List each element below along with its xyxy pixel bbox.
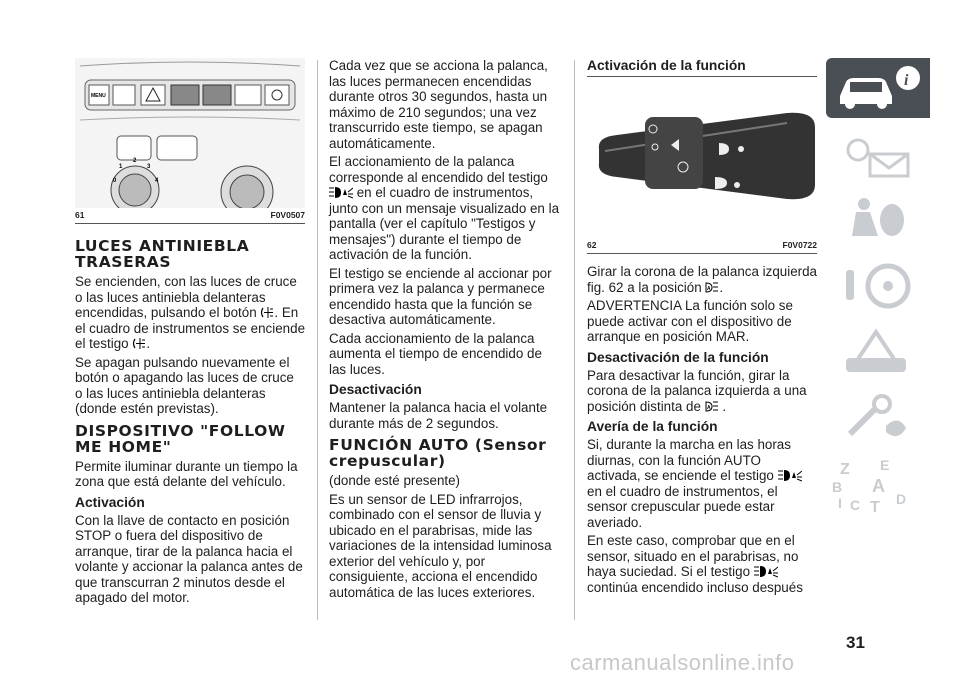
dial-number-4: 4: [155, 178, 159, 184]
index-letter-i: I: [838, 495, 842, 511]
index-letter-c: C: [850, 497, 861, 513]
figure-61-code: F0V0507: [270, 210, 305, 220]
svg-text:i: i: [904, 72, 909, 89]
index-icon: [826, 454, 930, 514]
para-c2-4: Cada accionamiento de la palanca aumenta el tiempo de encendido de las luces.: [329, 330, 542, 377]
watermark: carmanualsonline.info: [570, 650, 795, 675]
airbag-icon: [826, 190, 930, 250]
para-luces-1: Se encienden, con las luces de cruce o las luces antiniebla delanteras encendidas, pulsando el botón . En el cuadro de instrumentos se enciende el testigo .: [75, 274, 306, 351]
index-letter-t: T: [870, 499, 880, 514]
sensor-fault-indicator-icon-2: [754, 565, 778, 578]
para-c3-5: En este caso, comprobar que en el sensor, situado en el parabrisas, no haya suciedad. Si el testigo continúa encendido incluso después: [587, 533, 803, 595]
heading-follow-me-home: DISPOSITIVO "FOLLOW ME HOME": [75, 421, 286, 456]
chapter-sidebar: [826, 58, 930, 520]
para-c2-5: Mantener la palanca hacia el volante durante más de 2 segundos.: [329, 400, 548, 431]
dashboard-controls-illustration: [75, 58, 305, 208]
figure-61-label: 61: [75, 210, 85, 220]
svg-text:A: A: [706, 404, 711, 411]
rear-fog-indicator-icon: [132, 337, 146, 350]
car-info-icon: [826, 58, 930, 118]
column-3: [587, 58, 817, 598]
para-activacion: Con la llave de contacto en posición STOP o fuera del dispositivo de arranque, tirar de la palanca hacia el volante y accionar la palanca antes de que transcurran 2 minutos desde el apagado del motor.: [75, 512, 303, 605]
page-number: 31: [846, 633, 865, 652]
column-1: [75, 0, 305, 609]
heading-desactivacion-funcion: Desactivación de la función: [587, 349, 769, 365]
breakdown-icon: [826, 322, 930, 382]
figure-62-code: F0V0722: [782, 240, 817, 250]
dial-number-1: 1: [119, 164, 123, 170]
para-c2-7: Es un sensor de LED infrarrojos, combinado con el sensor de lluvia y ubicado en el parabrisas, mide las variaciones de la intensidad luminosa exterior del vehículo y, por consiguiente, acciona el encendido automática de las luces exteriores.: [329, 491, 552, 600]
dial-number-2: 2: [133, 158, 137, 164]
index-letter-b: B: [832, 479, 843, 495]
rear-fog-icon: [260, 306, 274, 319]
index-letter-z: Z: [840, 461, 850, 478]
heading-activacion: Activación: [75, 494, 145, 510]
para-c2-6: (donde esté presente): [329, 473, 461, 488]
tab-vehicle-info[interactable]: [826, 58, 930, 118]
index-letter-d: D: [896, 491, 907, 507]
heading-activacion-funcion: Activación de la función: [587, 58, 746, 73]
heading-desactivacion: Desactivación: [329, 382, 422, 397]
para-c2-2: El accionamiento de la palanca corresponde al encendido del testigo en el cuadro de instrumentos, junto con un mensaje visualizado en la pantalla (ver el capítulo "Testigos y mensajes") durante el tiempo de activación de la función.: [329, 154, 560, 262]
index-letter-e: E: [880, 457, 890, 473]
light-stalk-illustration: [587, 77, 817, 237]
figure-62: [587, 76, 817, 254]
column-divider-1: [317, 60, 318, 620]
para-c2-1: Cada vez que se acciona la palanca, las luces permanecen encendidas durante otros 30 segundos, hasta un máximo de 210 segundos; una vez transcurrido este tiempo, se apagan automáticamente.: [329, 58, 548, 151]
tab-safety[interactable]: [826, 190, 930, 250]
para-c3-4: Si, durante la marcha en las horas diurnas, con la función AUTO activada, se enciende el testigo en el cuadro de instrumentos, el sensor crepuscular puede estar averiado.: [587, 437, 817, 530]
dial-number-0: 0: [113, 178, 117, 184]
svg-text:A: A: [707, 285, 711, 292]
para-c2-3: El testigo se enciende al accionar por primera vez la palanca y permanece encendido hasta que la función se desactiva automáticamente.: [329, 265, 552, 327]
tab-maintenance[interactable]: [826, 388, 930, 448]
para-c3-2: ADVERTENCIA La función solo se puede activar con el dispositivo de arranque en posición MAR.: [587, 298, 793, 344]
warning-lights-icon: [826, 124, 930, 184]
heading-funcion-auto: FUNCIÓN AUTO (Sensor crepuscular): [329, 436, 547, 470]
tab-starting-driving[interactable]: [826, 256, 930, 316]
follow-me-home-indicator-icon: [329, 186, 353, 199]
para-luces-2: Se apagan pulsando nuevamente el botón o apagando las luces de cruce o las luces antiniebla delanteras (donde estén previstas).: [75, 354, 294, 416]
steering-wheel-icon: [826, 256, 930, 316]
heading-luces-antiniebla: LUCES ANTINIEBLA TRASERAS: [75, 237, 250, 271]
column-2: [329, 58, 561, 603]
figure-61: [75, 58, 305, 224]
para-c3-3: Para desactivar la función, girar la corona de la palanca izquierda a una posición distinta de A .: [587, 367, 807, 414]
index-letter-a: A: [872, 476, 885, 496]
heading-averia-funcion: Avería de la función: [587, 419, 718, 434]
column-divider-2: [574, 60, 575, 620]
tab-emergency[interactable]: [826, 322, 930, 382]
para-c3-1: Girar la corona de la palanca izquierda fig. 62 a la posición A .: [587, 264, 818, 295]
auto-light-icon-2: [705, 400, 719, 413]
para-follow-1: Permite iluminar durante un tiempo la zona que está delante del vehículo.: [75, 458, 298, 489]
figure-62-label: 62: [587, 240, 597, 250]
menu-button-label: MENU: [91, 93, 106, 99]
auto-light-icon: [705, 281, 719, 294]
service-icon: [826, 388, 930, 448]
sensor-fault-indicator-icon: [778, 469, 802, 482]
tab-index[interactable]: [826, 454, 930, 514]
tab-warning-lights[interactable]: [826, 124, 930, 184]
dial-number-3: 3: [147, 164, 151, 170]
